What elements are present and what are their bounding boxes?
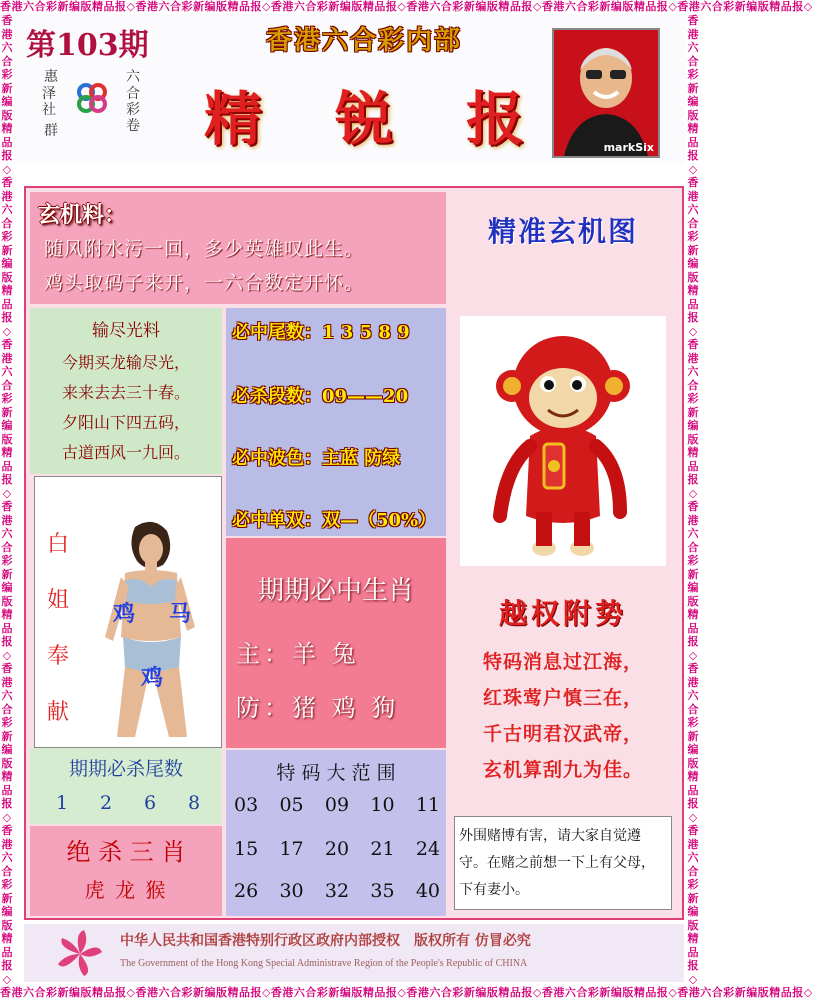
- range-number: 40: [415, 880, 440, 902]
- range-number: 11: [415, 794, 440, 816]
- kill-three-animals: 虎 龙 猴: [84, 878, 168, 902]
- range-number: 30: [279, 880, 304, 902]
- right-panel-subtitle: 越权附势: [498, 597, 627, 630]
- right-panel: [450, 192, 676, 796]
- right-panel-title: 精准玄机图: [487, 215, 638, 248]
- monkey-image: [460, 316, 666, 566]
- riddle-line-2: 鸡头取码子来开，一六合数定开怀。: [44, 272, 365, 294]
- monkey-toy-icon: [460, 316, 666, 566]
- header: [14, 14, 686, 164]
- range-number: 10: [370, 794, 395, 816]
- logo-text-left-top: 惠: [44, 69, 58, 85]
- right-border-strip: 香港六合彩新编版精品报◇香港六合彩新编版精品报◇香港六合彩新编版精品报◇香港六合彩新编版精品报◇香港六合彩新编版精品报◇香港六合彩新编版精品报◇: [687, 14, 699, 986]
- girl-panel: [34, 476, 222, 748]
- issue-number: 第103期: [26, 28, 149, 63]
- kill-tail-title: 期期必杀尾数: [68, 758, 183, 780]
- range-number: 09: [324, 794, 350, 816]
- side-char-1: 白: [47, 532, 70, 557]
- footer: [24, 924, 684, 982]
- poem-line-2: 来来去去三十春。: [61, 383, 190, 402]
- kill-three-title: 绝 杀 三 肖: [66, 838, 186, 866]
- riddle-line-1: 随风附水污一回，多少英雄叹此生。: [44, 238, 365, 260]
- range-number: 20: [324, 838, 350, 860]
- right-poem-line-2: 红珠莺户慎三在，: [482, 687, 643, 709]
- special-range-row-2: [234, 838, 440, 860]
- riddle-panel: [30, 192, 446, 304]
- logo-block: [28, 66, 158, 139]
- girl-overlay-2: 马: [169, 601, 192, 627]
- side-char-3: 奉: [47, 644, 70, 669]
- range-number: 24: [415, 838, 440, 860]
- side-char-4: 献: [47, 700, 70, 725]
- zodiac-main: 主：羊 兔: [236, 640, 360, 668]
- prediction-segment: 必杀段数：09——20: [232, 386, 409, 407]
- top-border-strip: 香港六合彩新编版精品报◇香港六合彩新编版精品报◇香港六合彩新编版精品报◇香港六合彩新编版精品报◇香港六合彩新编版精品报◇香港六合彩新编版精品报◇: [0, 0, 813, 13]
- poem-lines: [30, 348, 222, 468]
- right-poem-line-1: 特码消息过江海，: [482, 651, 643, 673]
- range-number: 15: [234, 838, 259, 860]
- riddle-heading: 玄机料：: [38, 202, 127, 228]
- poem-line-4: 古道西风一九回。: [61, 443, 190, 462]
- logo-text-left-bottom: 群: [44, 123, 58, 139]
- poem-line-1: 今期买龙输尽光，: [61, 353, 190, 372]
- zodiac-backup: 防：猪 鸡 狗: [236, 694, 400, 722]
- prediction-tail: 必中尾数：1 3 5 8 9: [232, 322, 410, 343]
- logo-text-right-mid: 合彩卷: [126, 86, 140, 134]
- kill-tail-number-1: 1: [55, 792, 69, 814]
- range-number: 17: [279, 838, 304, 860]
- bottom-border-strip: 香港六合彩新编版精品报◇香港六合彩新编版精品报◇香港六合彩新编版精品报◇香港六合彩新编版精品报◇香港六合彩新编版精品报◇香港六合彩新编版精品报◇: [0, 986, 813, 999]
- title-char-1: 精: [204, 85, 263, 153]
- title-char-3: 报: [465, 85, 524, 153]
- predictions-panel: [226, 308, 446, 536]
- range-number: 05: [279, 794, 304, 816]
- kill-tail-number-4: 8: [187, 792, 201, 814]
- special-range-title: 特 码 大 范 围: [276, 762, 396, 784]
- footer-cn-text: 中华人民共和国香港特别行政区政府内部授权 版权所有 仿冒必究: [120, 933, 531, 949]
- kill-tail-number-3: 6: [143, 792, 157, 814]
- range-number: 26: [234, 880, 259, 902]
- range-number: 21: [370, 838, 395, 860]
- prediction-color: 必中波色：主蓝 防绿: [232, 448, 401, 469]
- kill-tail-number-2: 2: [99, 792, 113, 814]
- girl-overlay-1: 鸡: [113, 601, 136, 627]
- photo-label: markSix: [603, 141, 654, 154]
- poem-panel: [30, 308, 222, 474]
- left-border-strip: 香港六合彩新编版精品报◇香港六合彩新编版精品报◇香港六合彩新编版精品报◇香港六合彩新编版精品报◇香港六合彩新编版精品报◇香港六合彩新编版精品报◇: [1, 14, 13, 986]
- right-poem-line-3: 千古明君汉武帝，: [482, 723, 643, 745]
- main-title: [204, 72, 524, 156]
- side-char-2: 姐: [47, 588, 70, 613]
- special-range-row-3: [234, 880, 440, 902]
- kill-tail-numbers: [40, 792, 216, 814]
- title-char-2: 锐: [334, 85, 393, 153]
- prediction-odd-even: 必中单双：双—（50%）: [232, 510, 437, 531]
- kill-tail-panel: [30, 748, 222, 824]
- right-poem-line-4: 玄机算刮九为佳。: [482, 759, 643, 781]
- host-photo: [552, 28, 660, 158]
- zodiac-title: 期期必中生肖: [257, 576, 414, 606]
- gambling-notice: 外围赌博有害，请大家自觉遵守。在赌之前想一下上有父母，下有妻小。: [454, 816, 672, 910]
- girl-side-text: [47, 517, 71, 741]
- logo-text-left-mid: 泽社: [42, 86, 56, 118]
- range-number: 35: [370, 880, 395, 902]
- logo-text-right-top: 六: [126, 69, 140, 85]
- poem-line-3: 夕阳山下四五码，: [61, 413, 190, 432]
- bauhinia-emblem-icon: [54, 928, 106, 980]
- zodiac-panel: [226, 538, 446, 748]
- lottery-logo-icon: [72, 78, 112, 118]
- kill-three-panel: [30, 826, 222, 916]
- subtitle: 香港六合彩内部: [265, 26, 462, 56]
- range-number: 32: [324, 880, 350, 902]
- right-panel-poem: [450, 644, 676, 788]
- girl-overlay-3: 鸡: [141, 665, 164, 691]
- special-range-panel: [226, 750, 446, 916]
- footer-en-text: The Government of the Hong Kong Special Administrave Region of the People's Republic of CHINA: [120, 958, 528, 969]
- portrait-image-icon: [554, 30, 658, 156]
- range-number: 03: [234, 794, 259, 816]
- poem-title: 输尽光料: [92, 321, 160, 341]
- special-range-row-1: [234, 794, 440, 816]
